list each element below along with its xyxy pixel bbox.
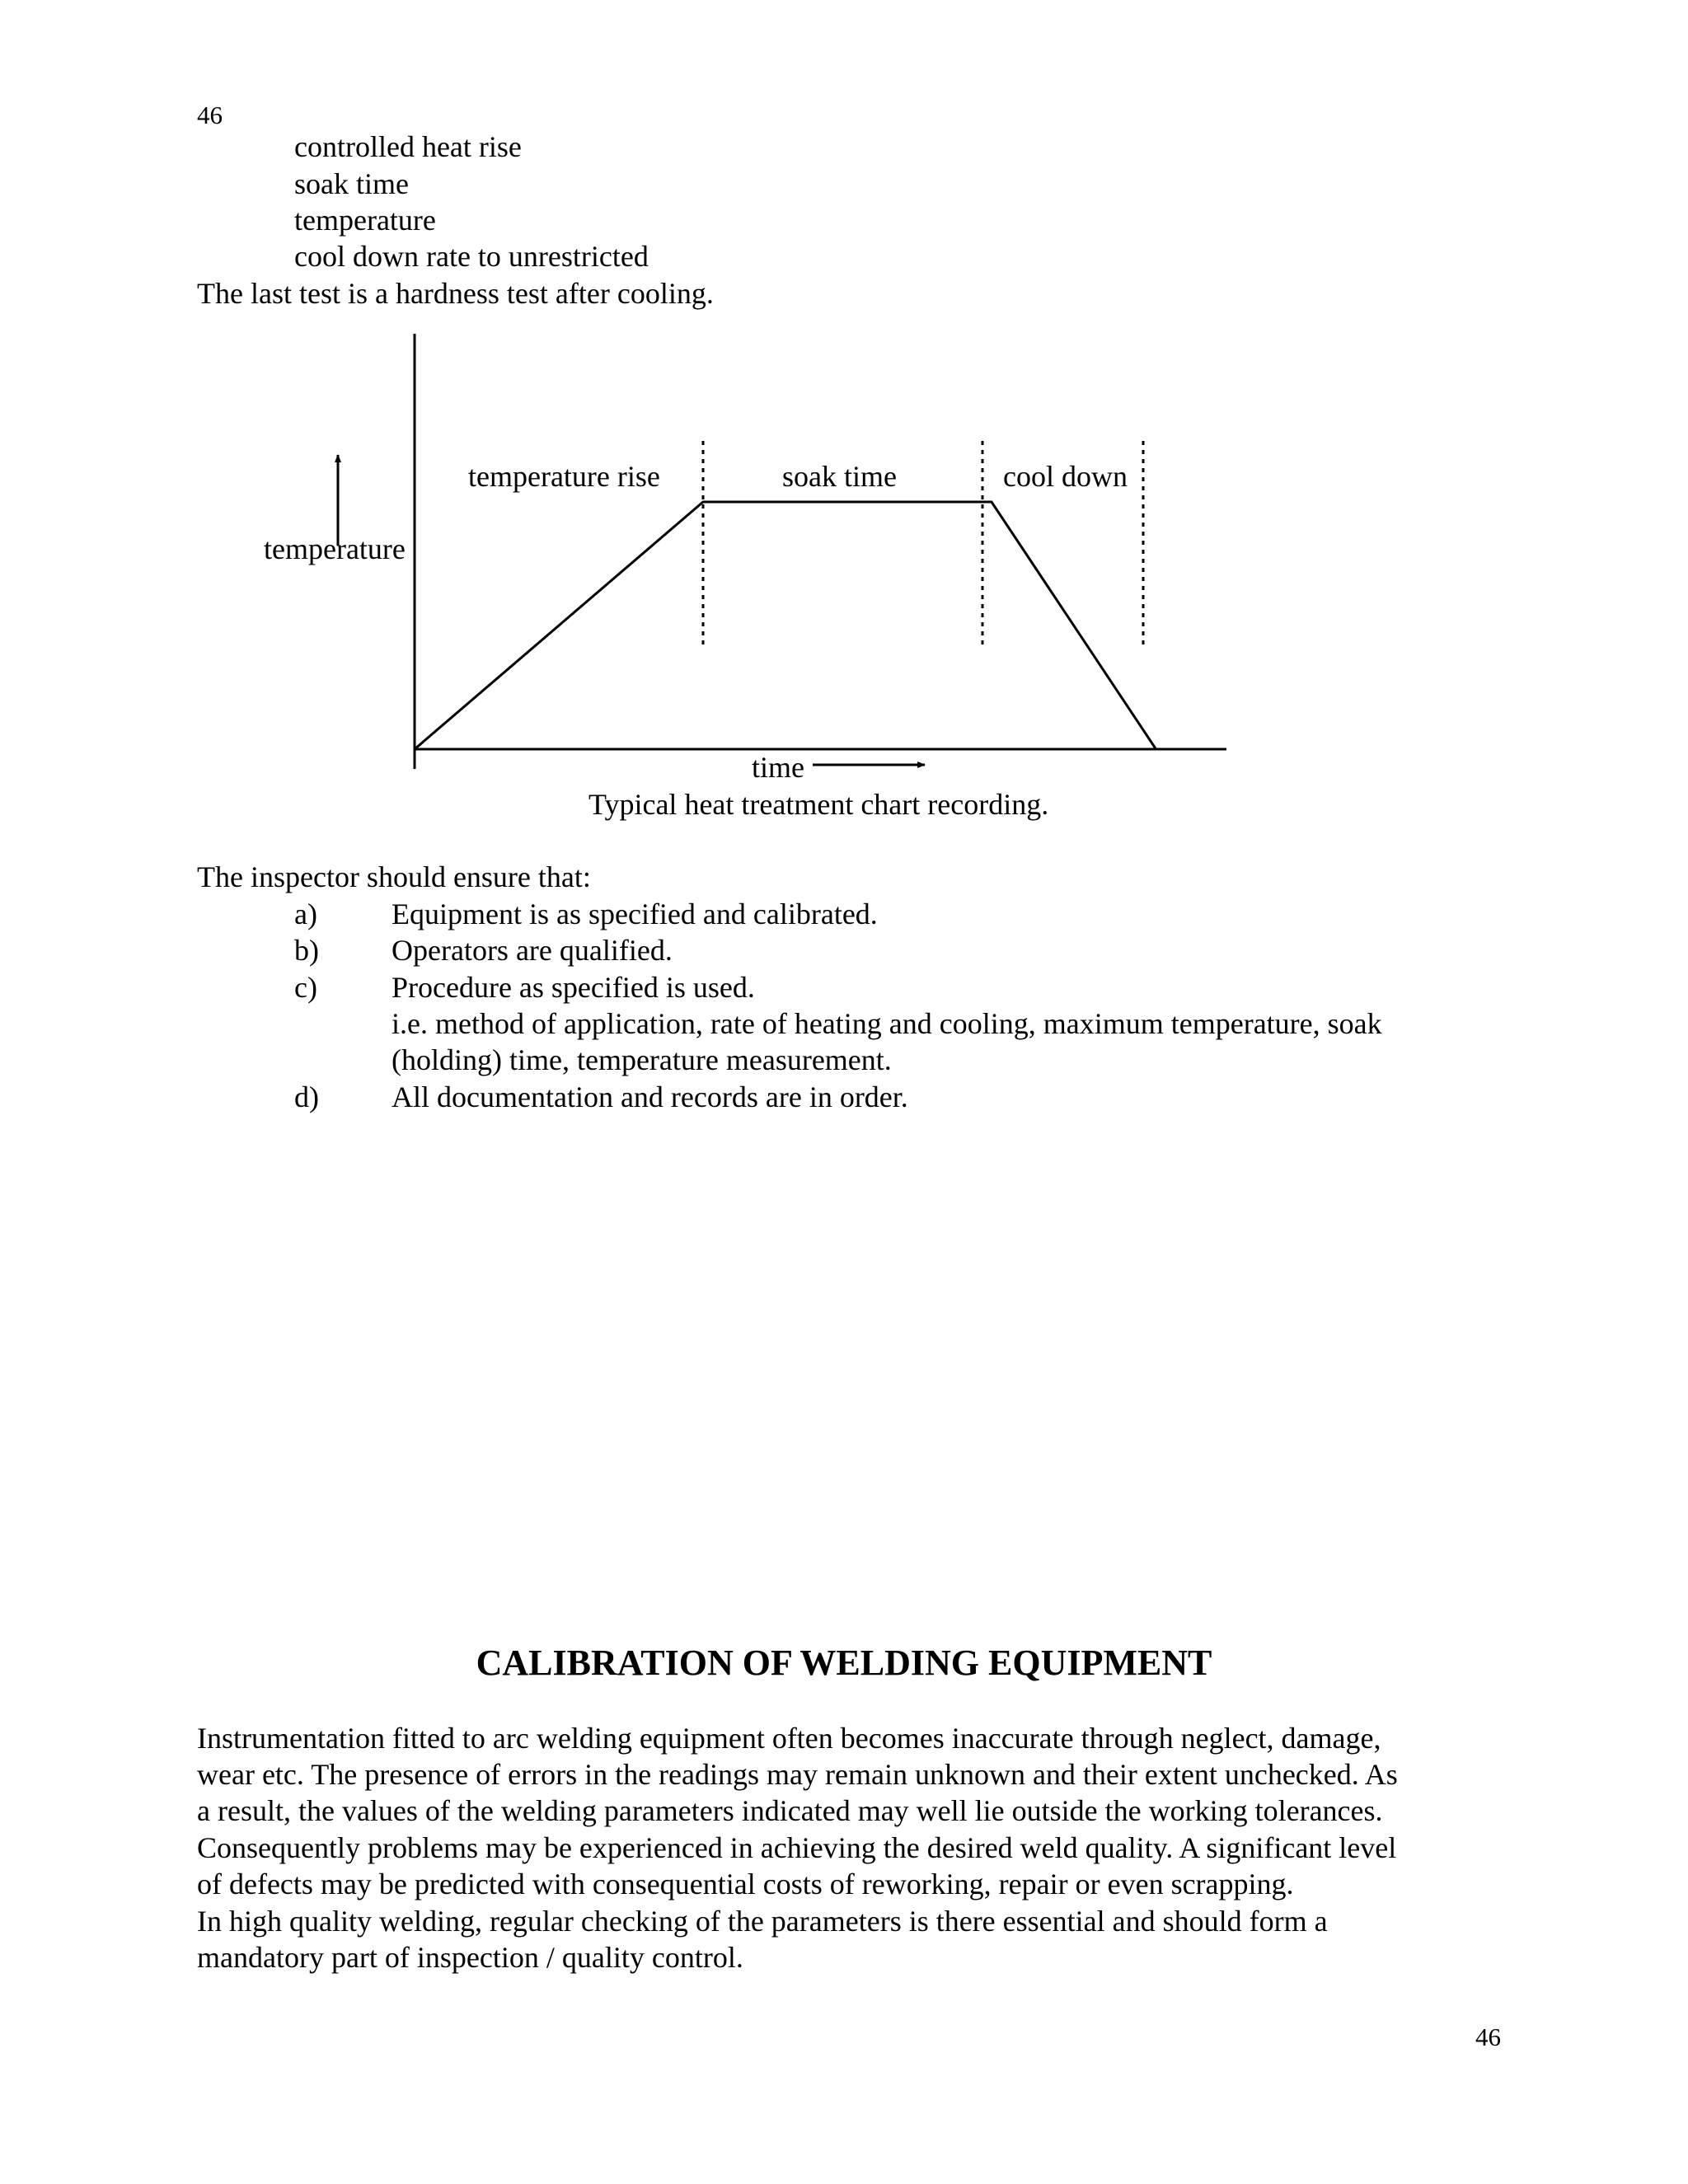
label-cool-down: cool down bbox=[1003, 460, 1128, 493]
list-item: Procedure as specified is used. bbox=[392, 971, 755, 1004]
last-test-text: The last test is a hardness test after cooling. bbox=[197, 277, 714, 310]
x-axis-label: time bbox=[752, 751, 804, 784]
list-item-detail: i.e. method of application, rate of heating and cooling, maximum temperature, soak bbox=[392, 1007, 1382, 1040]
paragraph-line: In high quality welding, regular checking of the parameters is there essential and should form a bbox=[197, 1905, 1328, 1938]
paragraph-line: Instrumentation fitted to arc welding equipment often becomes inaccurate through neglect, damage, bbox=[197, 1722, 1381, 1755]
list-item-detail: (holding) time, temperature measurement. bbox=[392, 1043, 892, 1076]
list-item: Operators are qualified. bbox=[392, 934, 673, 967]
label-soak-time: soak time bbox=[782, 460, 897, 493]
paragraph-line: of defects may be predicted with consequential costs of reworking, repair or even scrapping. bbox=[197, 1868, 1294, 1900]
paragraph-line: a result, the values of the welding parameters indicated may well lie outside the working tolerances. bbox=[197, 1794, 1383, 1827]
intro-item: cool down rate to unrestricted bbox=[294, 240, 649, 273]
paragraph-line: wear etc. The presence of errors in the readings may remain unknown and their extent unchecked. As bbox=[197, 1758, 1398, 1791]
label-temperature-rise: temperature rise bbox=[468, 460, 660, 493]
inspector-intro: The inspector should ensure that: bbox=[197, 860, 591, 893]
list-item: Equipment is as specified and calibrated. bbox=[392, 898, 878, 930]
list-item: All documentation and records are in order. bbox=[392, 1080, 908, 1113]
y-axis-label: temperature bbox=[264, 532, 406, 565]
paragraph-line: mandatory part of inspection / quality control. bbox=[197, 1941, 743, 1974]
paragraph-line: Consequently problems may be experienced in achieving the desired weld quality. A significant level bbox=[197, 1831, 1397, 1864]
chart-caption: Typical heat treatment chart recording. bbox=[588, 788, 1049, 821]
header-page-number: 46 bbox=[197, 101, 223, 129]
list-label: c) bbox=[294, 971, 317, 1004]
intro-item: temperature bbox=[294, 204, 436, 237]
list-label: a) bbox=[294, 898, 317, 930]
section-heading: CALIBRATION OF WELDING EQUIPMENT bbox=[476, 1643, 1212, 1683]
heat-treatment-chart bbox=[0, 0, 1688, 841]
footer-page-number: 46 bbox=[1475, 2022, 1501, 2051]
temperature-profile-line bbox=[415, 502, 1156, 749]
list-label: d) bbox=[294, 1080, 319, 1113]
list-label: b) bbox=[294, 934, 319, 967]
intro-item: soak time bbox=[294, 167, 409, 200]
intro-item: controlled heat rise bbox=[294, 130, 522, 163]
